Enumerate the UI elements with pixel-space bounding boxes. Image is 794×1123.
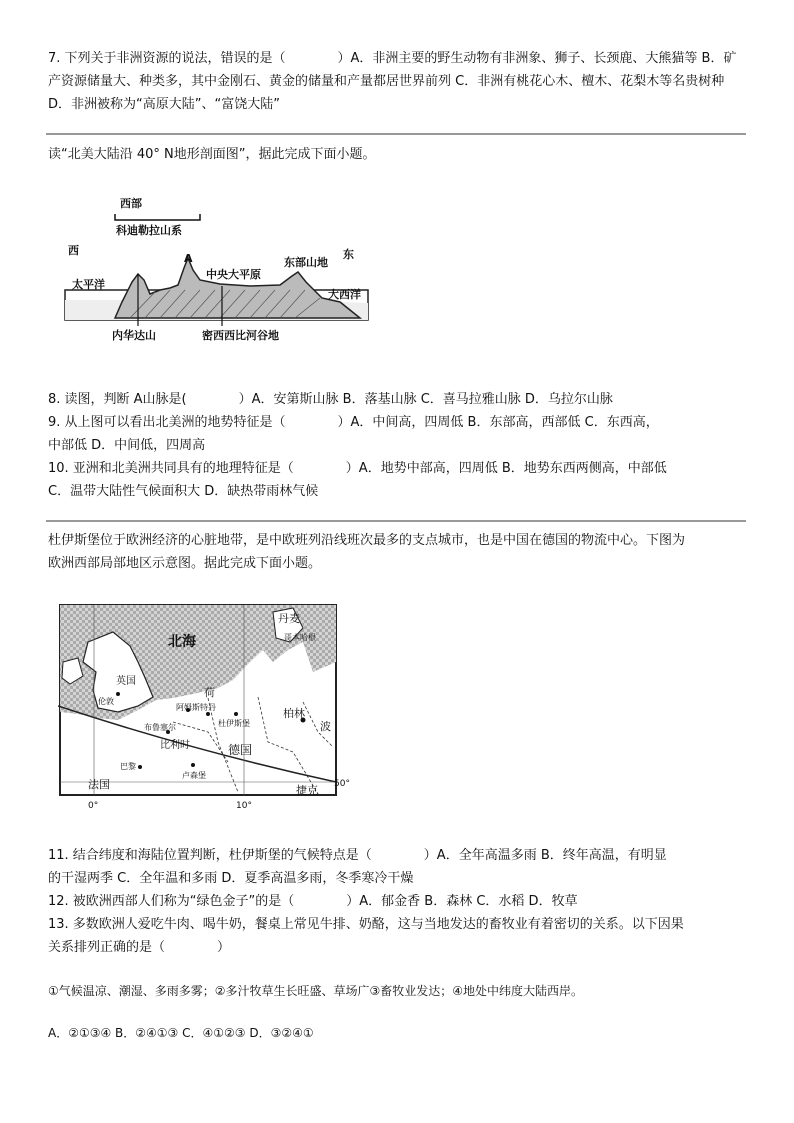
label-czech: 捷克	[296, 784, 318, 797]
question-13-line2: 关系排列正确的是（ ）	[48, 940, 231, 955]
question-9-line1: 9. 从上图可以看出北美洲的地势特征是（ ）A．中间高，四周低 B．东部高，西部低 C．东西高，	[48, 415, 659, 430]
range-bracket	[115, 214, 200, 220]
label-east-mtn: 东部山地	[284, 256, 328, 269]
question-7-text: 7. 下列关于非洲资源的说法，错误的是（ ）A．非洲主要的野生动物有非洲象、狮子、长颈鹿、大熊猫等 B．矿产资源储量大、种类多，其中金刚石、黄金的储量和产量都居世界前列 C．非洲有桃花心木、檀木、花梨木等名贵树种 D．非洲被称为“高原大陆”、“富饶大陆”	[48, 51, 737, 112]
label-pacific: 太平洋	[72, 278, 105, 291]
eu-intro-line2: 欧洲西部局部地区示意图。据此完成下面小题。	[48, 556, 322, 571]
label-atlantic: 大西洋	[328, 288, 361, 301]
label-copenhagen: 哥本哈根	[284, 633, 316, 642]
question-10-line2: C．温带大陆性气候面积大 D．缺热带雨林气候	[48, 484, 319, 499]
label-lat50: 50°	[334, 779, 350, 789]
question-10-line1: 10. 亚洲和北美洲共同具有的地理特征是（ ）A．地势中部高，四周低 B．地势东西两侧高，中部低	[48, 461, 667, 476]
question-13-line1: 13. 多数欧洲人爱吃牛肉、喝牛奶，餐桌上常见牛排、奶酪，这与当地发达的畜牧业有着密切的关系。以下因果	[48, 917, 684, 932]
terrain-profile-figure	[60, 190, 380, 350]
label-lon0: 0°	[88, 801, 99, 811]
label-duisburg: 杜伊斯堡	[218, 719, 250, 728]
question-8-text: 8. 读图，判断 A山脉是( ）A．安第斯山脉 B．落基山脉 C．喜马拉雅山脉 D．乌拉尔山脉	[48, 392, 613, 407]
eu-intro	[48, 529, 748, 575]
label-berlin: 柏林	[283, 707, 305, 720]
west-europe-map	[58, 602, 358, 812]
label-a: A	[184, 252, 193, 265]
label-poland: 波	[320, 720, 331, 733]
label-germany: 德国	[228, 743, 253, 757]
label-london: 伦敦	[98, 697, 114, 706]
question-13-options-text: A．②①③④ B．②④①③ C．④①②③ D．③②④①	[48, 1026, 314, 1040]
divider-1	[46, 133, 746, 135]
question-7	[48, 47, 748, 116]
questions-8-10	[48, 388, 748, 503]
label-denmark: 丹麦	[278, 612, 300, 625]
label-miss: 密西西比河谷地	[202, 329, 279, 342]
label-amsterdam: 阿姆斯特丹	[176, 703, 216, 712]
questions-11-13	[48, 844, 748, 959]
na-intro	[48, 143, 748, 166]
label-luxembourg: 卢森堡	[182, 771, 206, 780]
question-13-items	[48, 980, 748, 1003]
na-intro-text: 读“北美大陆沿 40° N地形剖面图”，据此完成下面小题。	[48, 147, 376, 162]
label-brussels: 布鲁塞尔	[144, 723, 176, 732]
question-12-text: 12. 被欧洲西部人们称为“绿色金子”的是（ ）A．郁金香 B．森林 C．水稻 D．牧草	[48, 894, 578, 909]
divider-2	[46, 520, 746, 522]
label-paris: 巴黎	[120, 762, 136, 771]
question-13-items-text: ①气候温凉、潮湿、多雨多雾；②多汁牧草生长旺盛、草场广③畜牧业发达；④地处中纬度大陆西岸。	[48, 984, 584, 998]
label-lon10: 10°	[236, 801, 252, 811]
label-nevada: 内华达山	[112, 329, 156, 342]
label-uk: 英国	[116, 676, 136, 687]
question-11-line2: 的干湿两季 C．全年温和多雨 D．夏季高温多雨，冬季寒冷干燥	[48, 871, 414, 886]
label-belgium: 比利时	[160, 740, 190, 751]
label-netherlands: 荷	[204, 686, 215, 699]
question-9-line2: 中部低 D．中间低，四周高	[48, 438, 206, 453]
label-east: 东	[343, 248, 354, 261]
label-west-range: 西部	[120, 197, 142, 210]
question-13-options	[48, 1022, 748, 1045]
label-north-sea: 北海	[168, 634, 196, 650]
label-rocky: 科迪勒拉山系	[116, 224, 182, 237]
label-west: 西	[68, 244, 79, 257]
eu-intro-line1: 杜伊斯堡位于欧洲经济的心脏地带，是中欧班列沿线班次最多的支点城市，也是中国在德国的物流中心。下图为	[48, 533, 686, 548]
label-plain: 中央大平原	[206, 268, 261, 281]
question-11-line1: 11. 结合纬度和海陆位置判断，杜伊斯堡的气候特点是（ ）A．全年高温多雨 B．终年高温，有明显	[48, 848, 667, 863]
label-france: 法国	[88, 778, 110, 791]
